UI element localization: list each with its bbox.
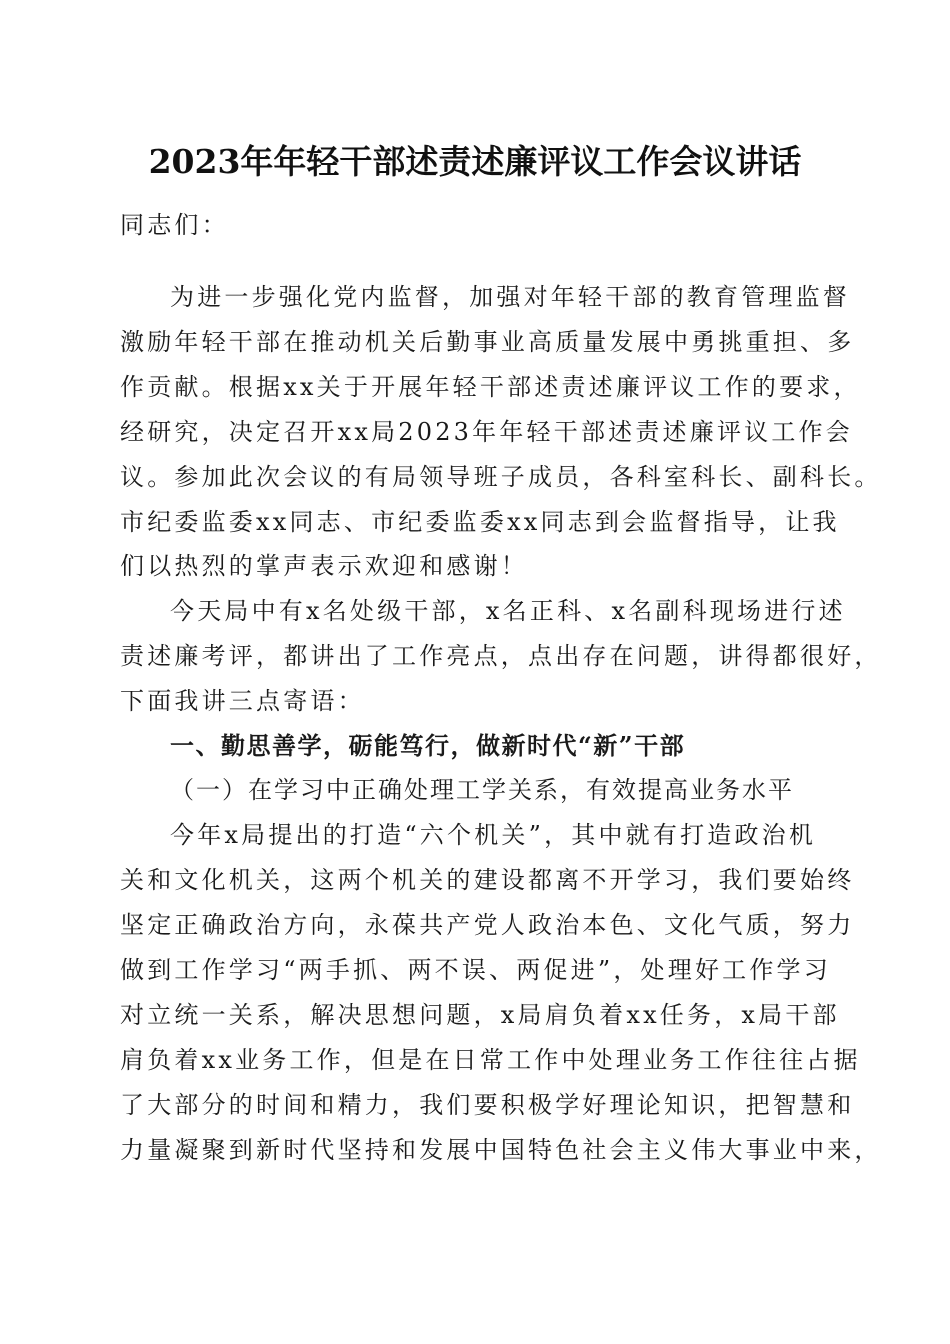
section-heading: 一、勤思善学，砺能笃行，做新时代“新”干部 — [170, 731, 686, 760]
paragraph-line: 下面我讲三点寄语： — [120, 687, 365, 715]
paragraph-line: 坚定正确政治方向，永葆共产党人政治本色、文化气质，努力 — [120, 911, 855, 939]
paragraph-line: 力量凝聚到新时代坚持和发展中国特色社会主义伟大事业中来， — [120, 1136, 882, 1164]
subsection-heading: （一）在学习中正确处理工学关系，有效提高业务水平 — [170, 776, 794, 804]
paragraph-line: 激励年轻干部在推动机关后勤事业高质量发展中勇挑重担、多 — [120, 328, 855, 356]
paragraph-line: 肩负着xx业务工作，但是在日常工作中处理业务工作往往占据 — [120, 1046, 861, 1074]
paragraph-line: 今年x局提出的打造“六个机关”，其中就有打造政治机 — [170, 821, 817, 849]
document-title: 2023年年轻干部述责述廉评议工作会议讲话 — [148, 142, 802, 181]
paragraph-line: 作贡献。根据xx关于开展年轻干部述责述廉评议工作的要求， — [120, 373, 861, 401]
paragraph-line: 做到工作学习“两手抓、两不误、两促进”，处理好工作学习 — [120, 956, 831, 984]
paragraph-line: 们以热烈的掌声表示欢迎和感谢！ — [120, 552, 528, 580]
paragraph-line: 了大部分的时间和精力，我们要积极学好理论知识，把智慧和 — [120, 1091, 855, 1119]
paragraph-line: 议。参加此次会议的有局领导班子成员，各科室科长、副科长。 — [120, 463, 882, 491]
paragraph-line: 经研究，决定召开xx局2023年年轻干部述责述廉评议工作会 — [120, 418, 853, 446]
paragraph-line: 对立统一关系，解决思想问题，x局肩负着xx任务，x局干部 — [120, 1001, 840, 1029]
paragraph-line: 关和文化机关，这两个机关的建设都离不开学习，我们要始终 — [120, 866, 855, 894]
paragraph-line: 市纪委监委xx同志、市纪委监委xx同志到会监督指导，让我 — [120, 508, 840, 536]
salutation-line: 同志们： — [120, 211, 229, 239]
paragraph-line: 今天局中有x名处级干部，x名正科、x名副科现场进行述 — [170, 597, 846, 625]
paragraph-line: 为进一步强化党内监督，加强对年轻干部的教育管理监督 — [170, 283, 850, 311]
paragraph-line: 责述廉考评，都讲出了工作亮点，点出存在问题，讲得都很好， — [120, 642, 882, 670]
